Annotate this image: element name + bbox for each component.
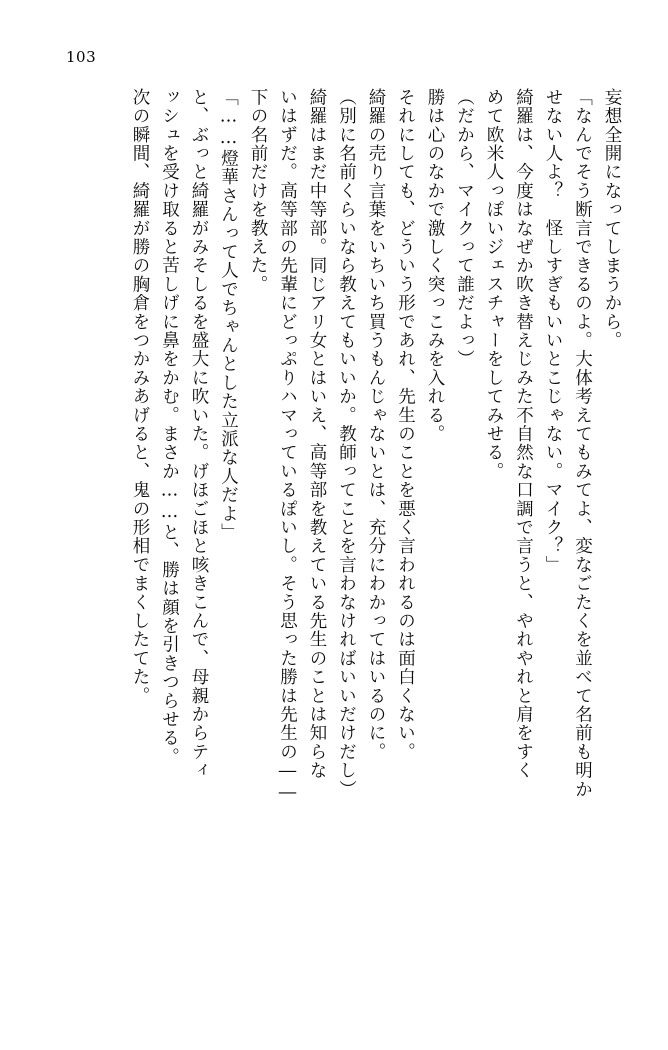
text-column: （別に名前くらいなら教えてもいいか。教師ってことを言わなければいいだけだし） xyxy=(336,88,357,799)
text-column: と、ぶっと綺羅がみそしるを盛大に吹いた。げほごほと咳きこんで、母親からティ xyxy=(189,88,209,780)
text-column: 「……燈華さんって人でちゃんとした立派な人だよ」 xyxy=(218,88,239,542)
text-column: 下の名前だけを教えた。 xyxy=(248,88,268,294)
text-column: いはずだ。高等部の先輩にどっぷりハマっているぽいし。そう思った勝は先生の―― xyxy=(277,88,298,804)
text-column: 綺羅はまだ中等部。同じアリ女とはいえ、高等部を教えている先生のことは知らな xyxy=(307,88,327,780)
text-column: それにしても、どういう形であれ、先生のことを悪く言われるのは面白くない。 xyxy=(395,88,416,762)
text-column: （だから、マイクって誰だよっ） xyxy=(454,88,475,369)
text-column: ッシュを受け取ると苦しげに鼻をかむ。まさか……と、勝は顔を引きつらせる。 xyxy=(159,88,180,767)
text-column: 「なんでそう断言できるのよ。大体考えてもみてよ、変なごたくを並べて名前も明か xyxy=(572,88,593,799)
text-column: 次の瞬間、綺羅が勝の胸倉をつかみあげると、鬼の形相でまくしたてた。 xyxy=(130,88,150,706)
page-number: 103 xyxy=(66,48,97,66)
vertical-text-block xyxy=(60,88,620,988)
text-column: 勝は心のなかで激しく突っこみを入れる。 xyxy=(425,88,445,444)
text-column: 綺羅は、今度はなぜか吹き替えじみた不自然な口調で言うと、やれやれと肩をすく xyxy=(513,88,534,780)
text-column: 妄想全開になってしまうから。 xyxy=(602,88,622,350)
text-column: せない人よ？ 怪しすぎもいいとこじゃない。マイク？」 xyxy=(543,88,563,575)
text-column: めて欧米人っぽいジェスチャーをしてみせる。 xyxy=(484,88,504,481)
text-column: 綺羅の売り言葉をいちいち買うもんじゃないとは、充分にわかってはいるのに。 xyxy=(366,88,386,762)
